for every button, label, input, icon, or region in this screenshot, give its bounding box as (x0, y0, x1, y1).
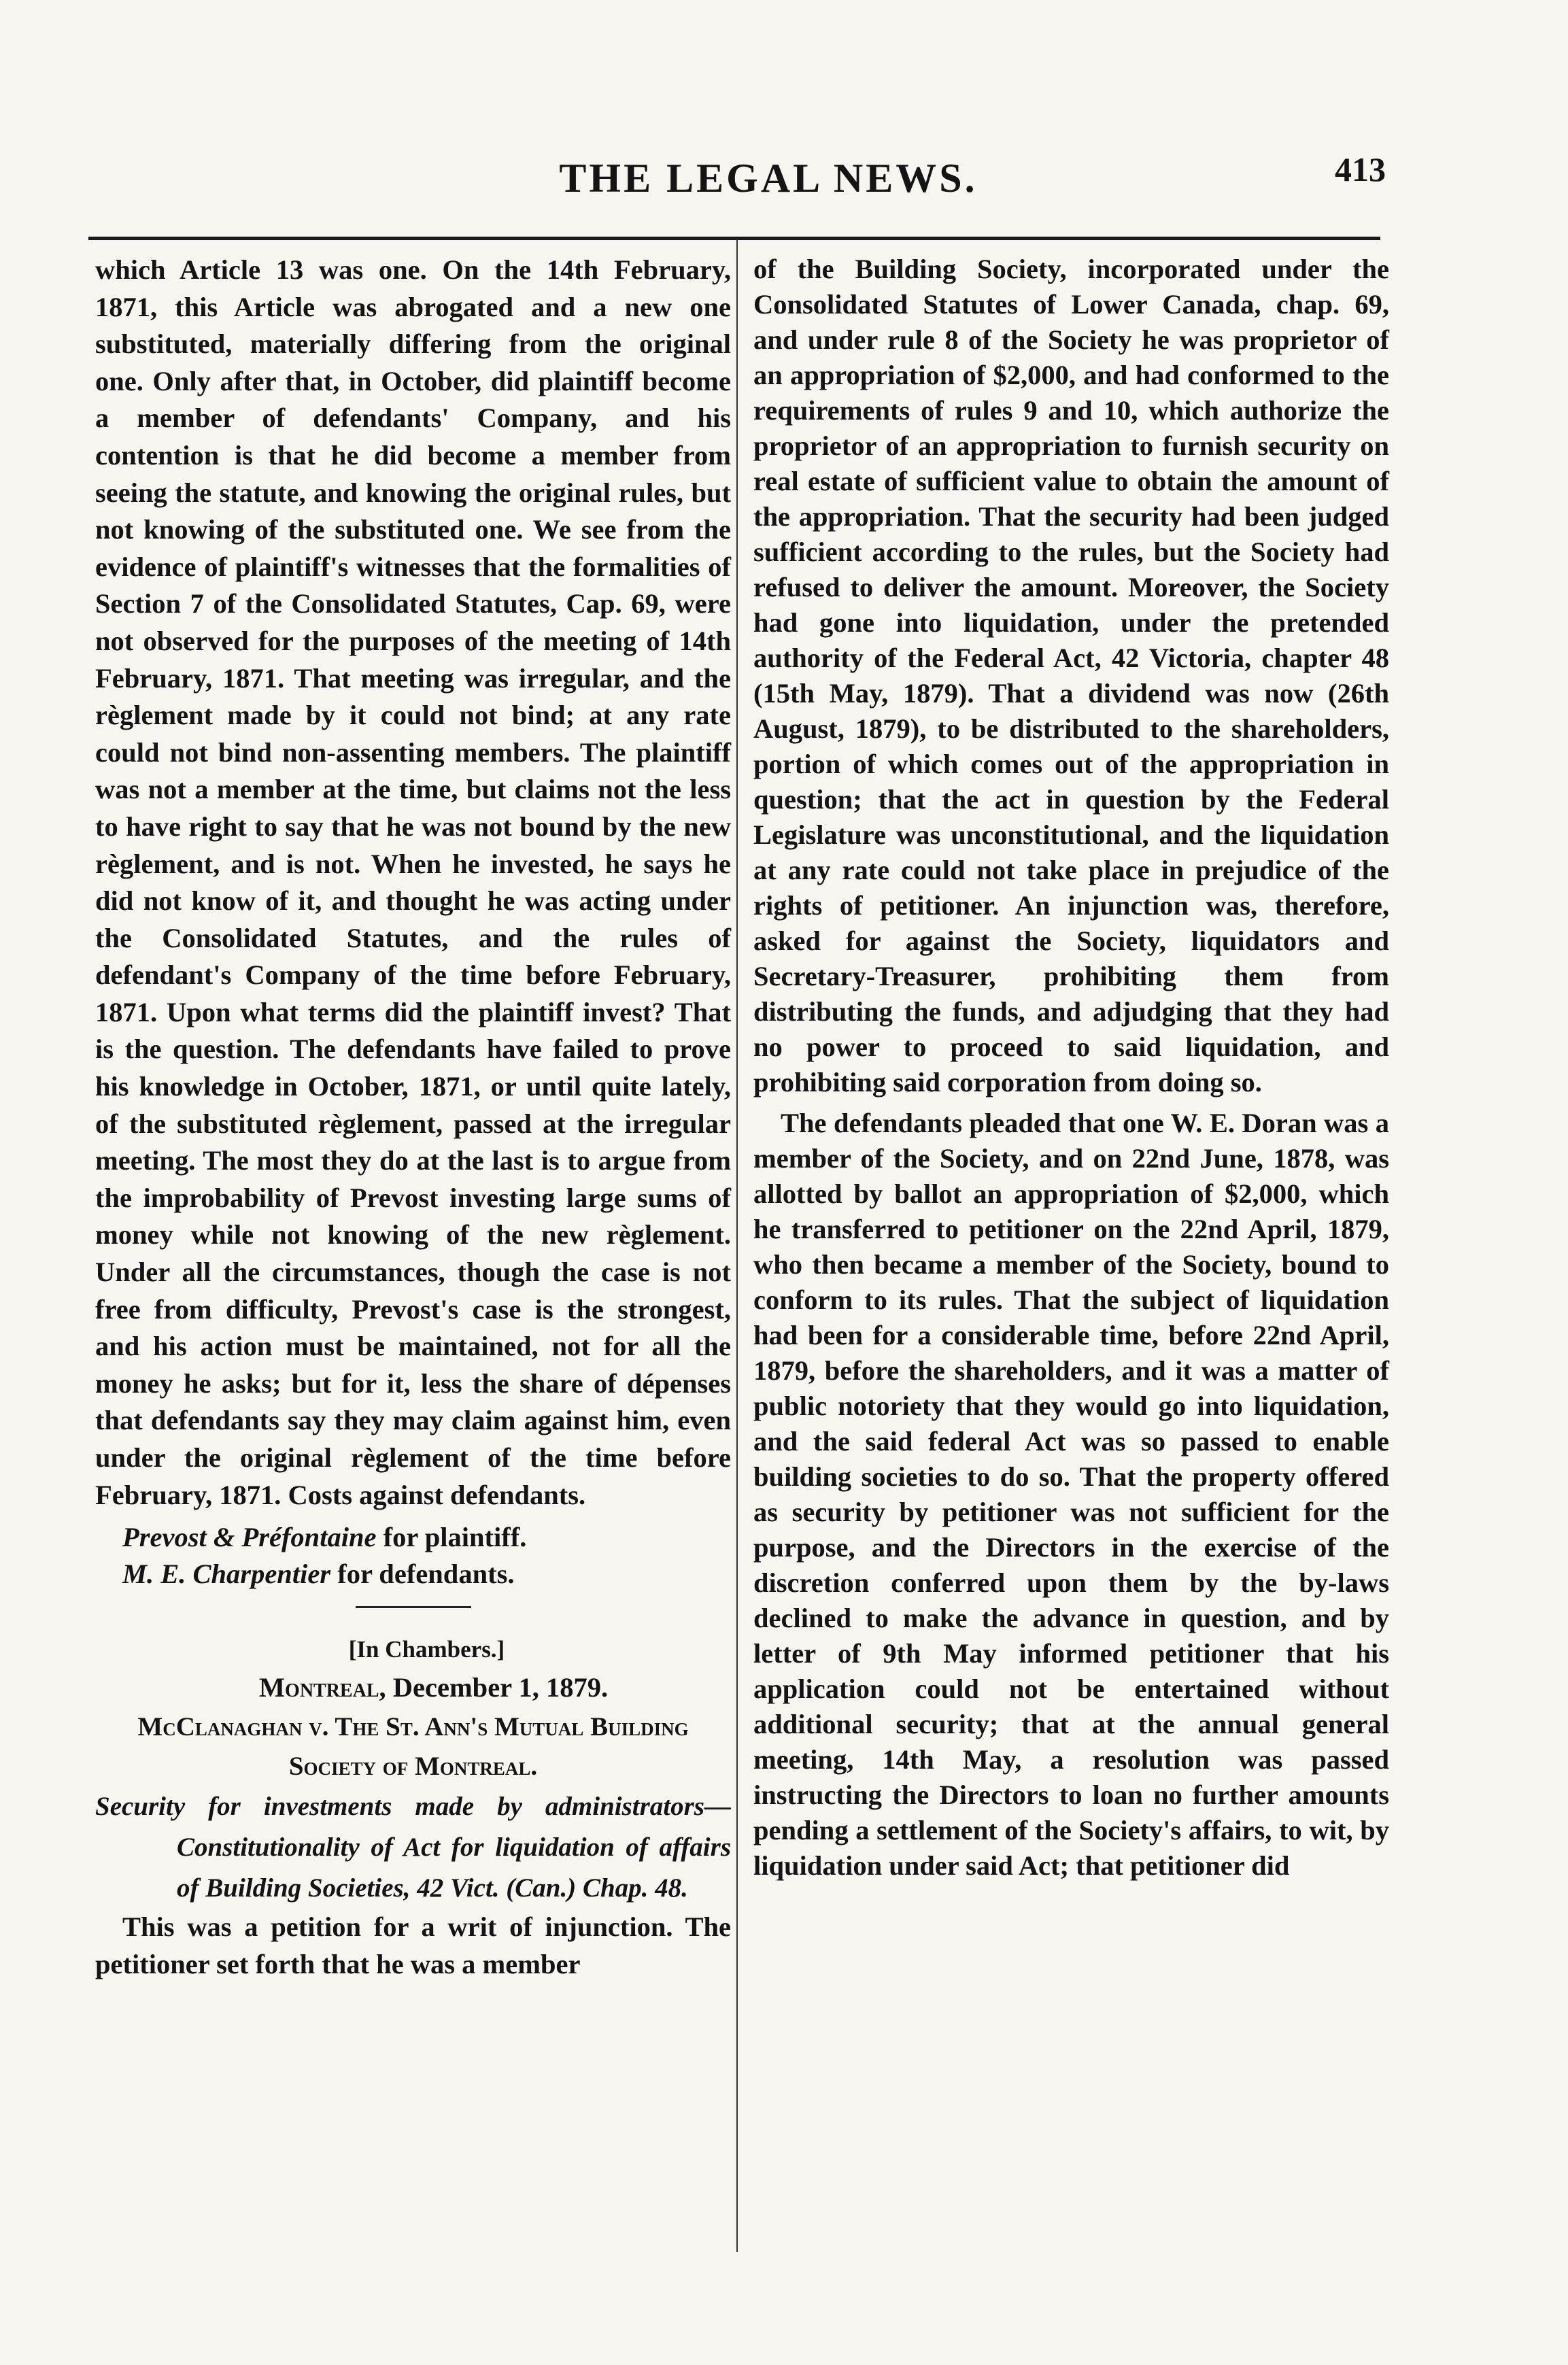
page-number: 413 (1335, 150, 1386, 188)
headnote (95, 1786, 731, 1909)
counsel-defendants (95, 1556, 731, 1593)
dateline-date: December 1, 1879. (386, 1672, 609, 1703)
counsel-plaintiff-name: Prevost & Préfontaine (122, 1522, 377, 1553)
header-rule (88, 237, 1380, 240)
right-paragraph-petition: of the Building Society, incorporated under the Consolidated Statutes of Lower Canada, chap. 69, and under rule 8 of the Society he was proprietor of an appropriation of $2,000, and had conformed to the requirements of rules 9 and 10, which authorize the proprietor of an appropriation to furnish security on real estate of sufficient value to obtain the amount of the appropriation. That the security had been judged sufficient according to the rules, but the Society had refused to deliver the amount. Moreover, the Society had gone into liquidation, under the pretended authority of the Federal Act, 42 Victoria, chapter 48 (15th May, 1879). That a dividend was now (26th August, 1879), to be distributed to the shareholders, portion of which comes out of the appropriation in question; that the act in question by the Federal Legislature was unconstitutional, and the liquidation at any rate could not take place in prejudice of the rights of petitioner. An injunction was, therefore, asked for against the Society, liquidators and Secretary-Treasurer, prohibiting them from distributing the funds, and adjudging that they had no power to proceed to said liquidation, and prohibiting said corporation from doing so. (753, 254, 1389, 1098)
chambers-note: [In Chambers.] (348, 1636, 505, 1663)
left-paragraph-continuation: which Article 13 was one. On the 14th February, 1871, this Article was abrogated and a new one substituted, materially differing from the original one. Only after that, in October, did plaintiff become a member of defendants' Company, and his contention is that he did become a member from seeing the statute, and knowing the original rules, but not knowing of the substituted one. We see from the evidence of plaintiff's witnesses that the formalities of Section 7 of the Consolidated Statutes, Cap. 69, were not observed for the purposes of the meeting of 14th February, 1871. That meeting was irregular, and the règlement made by it could not bind; at any rate could not bind non-assenting members. The plaintiff was not a member at the time, but claims not the less to have right to say that he was not bound by the new règlement, and is not. When he invested, he says he did not know of it, and thought he was acting under the Consolidated Statutes, and the rules of defendant's Company of the time before February, 1871. Upon what terms did the plaintiff invest? That is the question. The defendants have failed to prove his knowledge in October, 1871, or until quite lately, of the substituted règlement, passed at the irregular meeting. The most they do at the last is to argue from the improbability of Prevost investing large sums of money while not knowing of the new règlement. Under all the circumstances, though the case is not free from difficulty, Prevost's case is the strongest, and his action must be maintained, not for all the money he asks; but for it, less the share of dépenses that defendants say they may claim against him, even under the original règlement of the time before February, 1871. Costs against defendants. (95, 254, 731, 1510)
column-divider (736, 239, 738, 2252)
right-paragraph-plea: The defendants pleaded that one W. E. Doran was a member of the Society, and on 22nd June, 1878, was allotted by ballot an appropriation of $2,000, which he transferred to petitioner on the 22nd April, 1879, who then became a member of the Society, bound to conform to its rules. That the subject of liquidation had been for a considerable time, before 22nd April, 1879, before the shareholders, and it was a matter of public notoriety that they would go into liquidation, and the said federal Act was so passed to enable building societies to do so. That the property offered as security by petitioner was not sufficient for the purpose, and the Directors in the exercise of the discretion conferred upon them by the by-laws declined to make the advance in question, and by letter of 9th May informed petitioner that his application could not be entertained without additional security; that at the annual general meeting, 14th May, a resolution was passed instructing the Directors to loan no further amounts pending a settlement of the Society's affairs, to wit, by liquidation under said Act; that petitioner did (753, 1108, 1389, 1881)
left-paragraph-petition: This was a petition for a writ of injunction. The petitioner set forth that he was a member (95, 1911, 731, 1979)
counsel-plaintiff (95, 1519, 731, 1556)
headnote-text: Security for investments made by administrators— Constitutionality of Act for liquidation of affairs of Building Societies, 42 Vict. (Can.) Chap. 48. (95, 1792, 731, 1903)
dateline (95, 1668, 731, 1707)
left-column (95, 252, 731, 1983)
running-head-title: THE LEGAL NEWS. (559, 156, 978, 201)
section-separator (356, 1606, 471, 1608)
counsel-defendants-role: for defendants. (330, 1559, 515, 1590)
right-column (753, 252, 1389, 1884)
counsel-defendants-name: M. E. Charpentier (122, 1559, 331, 1590)
dateline-place: Montreal, (258, 1672, 386, 1703)
case-title: McClanaghan v. The St. Ann's Mutual Building Society of Montreal. (137, 1712, 689, 1782)
counsel-plaintiff-role: for plaintiff. (376, 1522, 527, 1553)
